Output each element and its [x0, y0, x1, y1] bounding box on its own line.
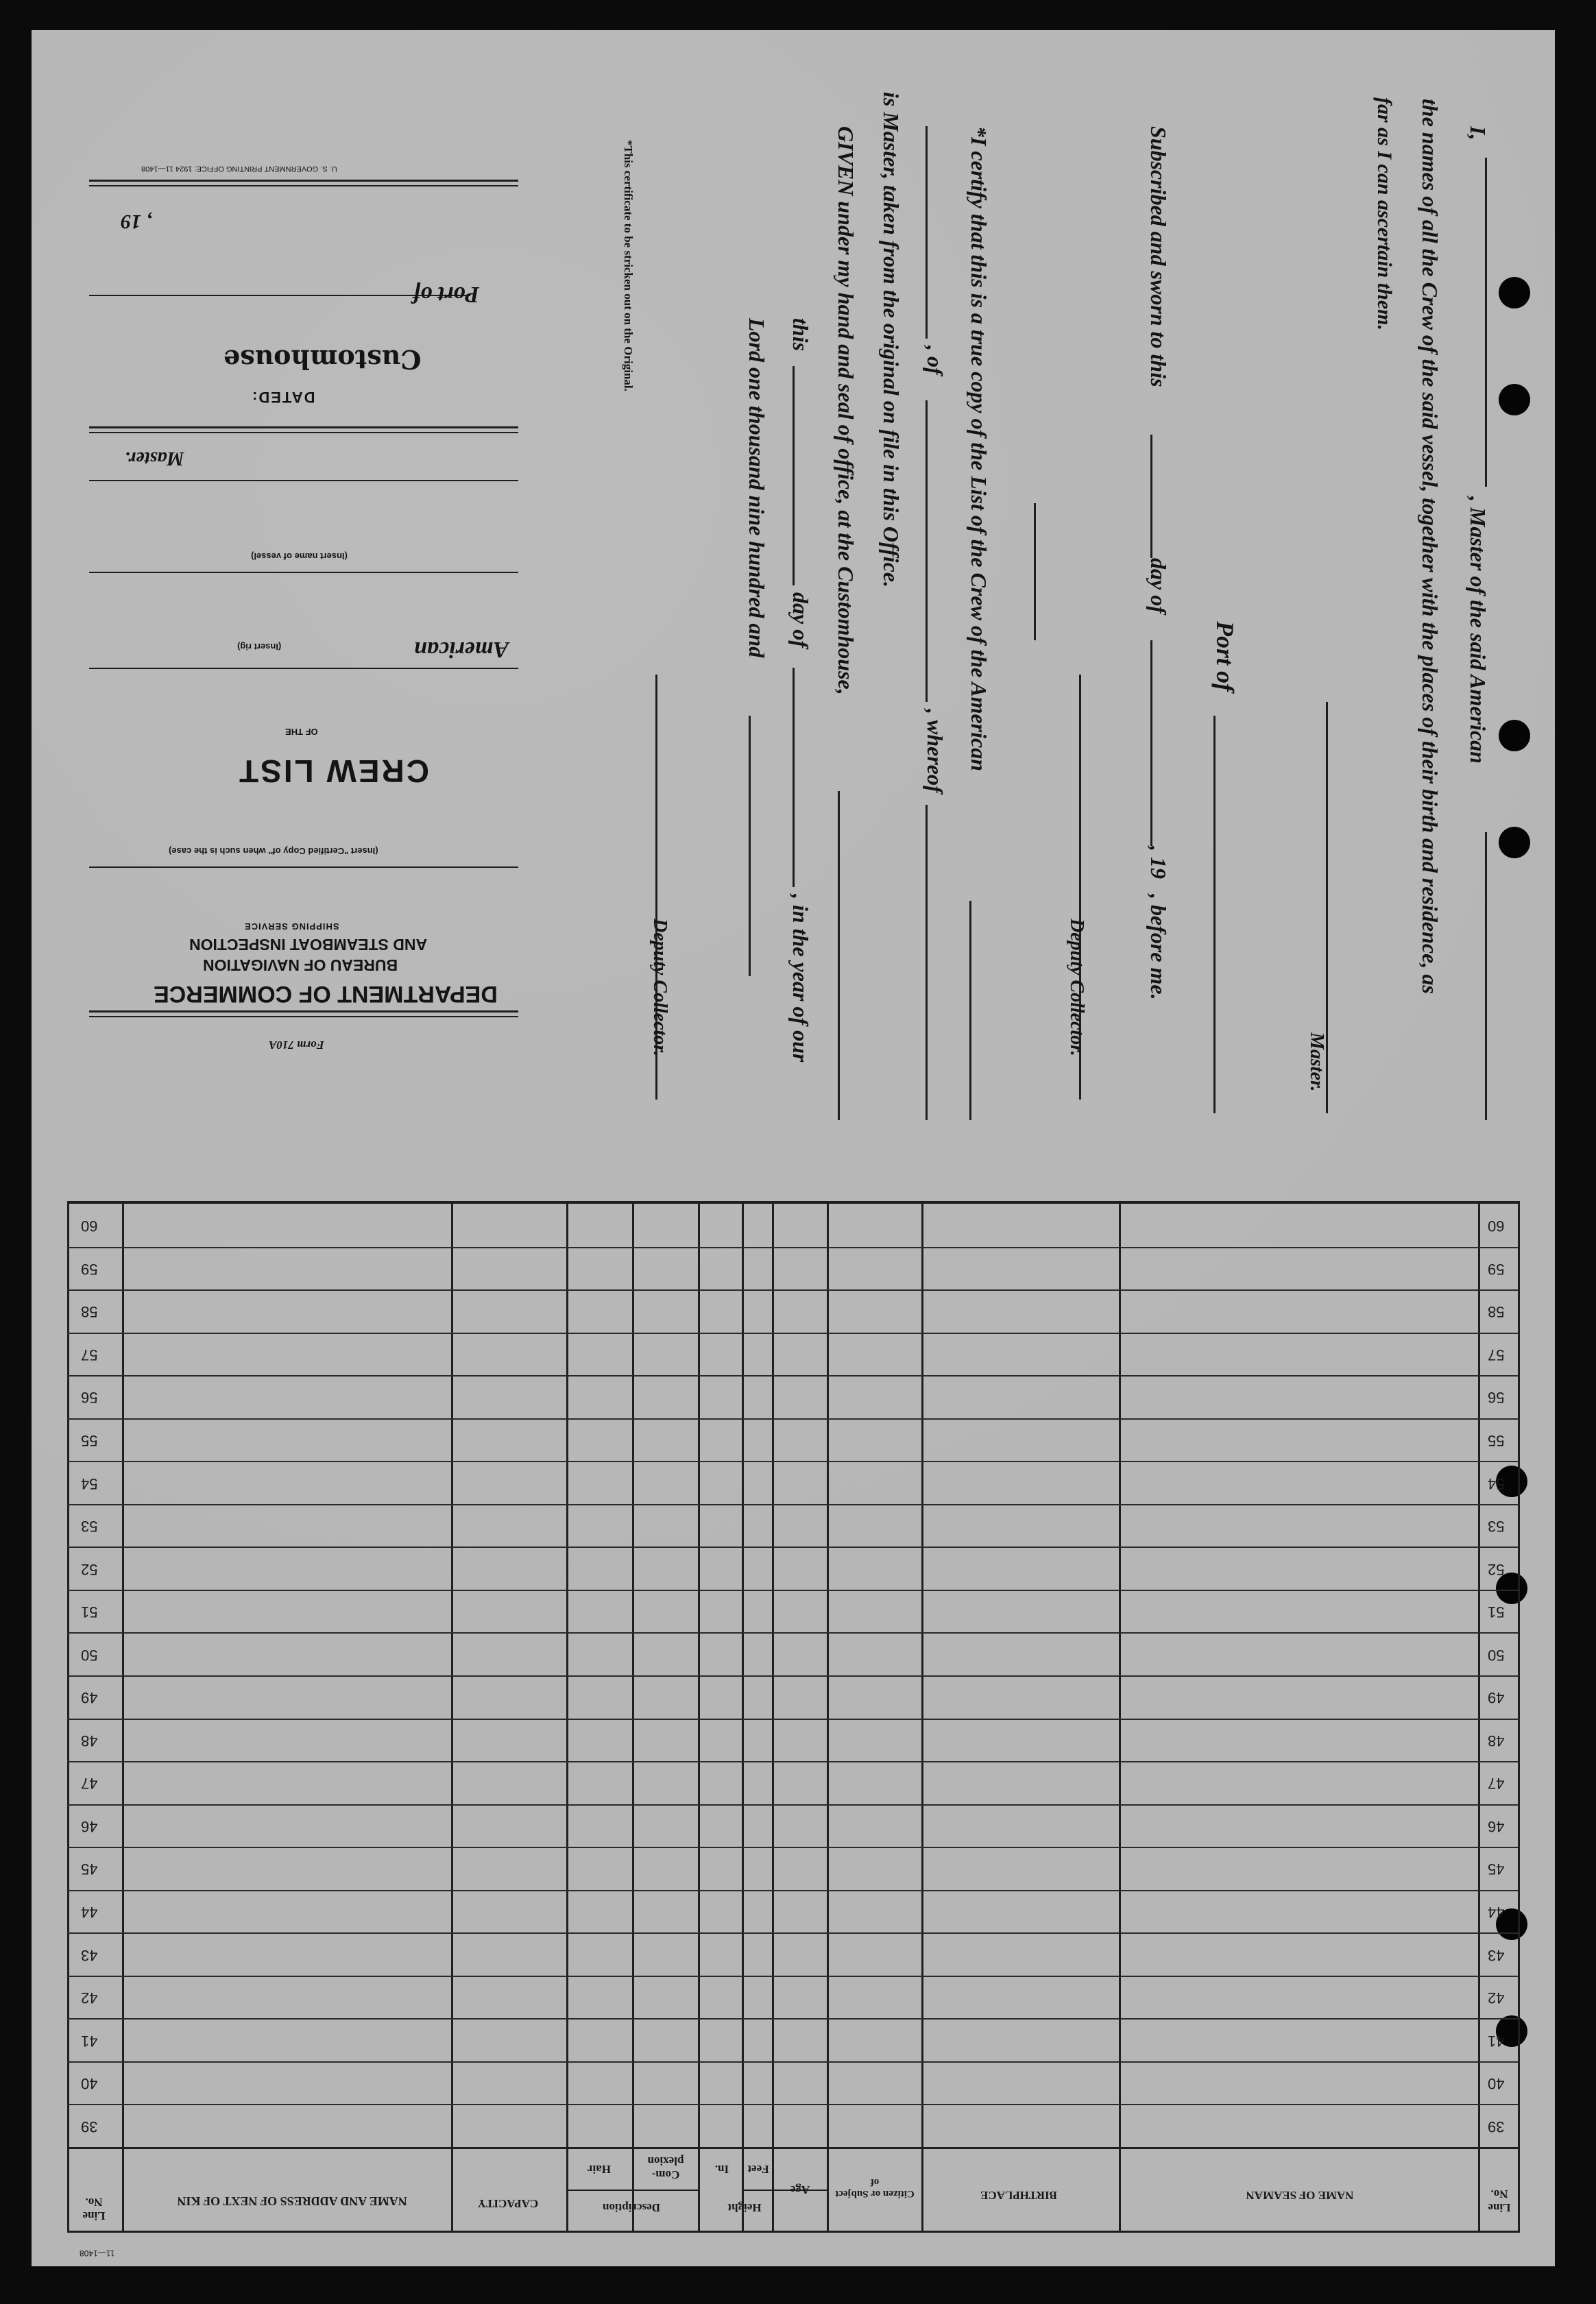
header-birthplace: BIRTHPLACE [980, 2189, 1057, 2202]
table-row [67, 1976, 1519, 1977]
bureau-line1: BUREAU OF NAVIGATION [203, 956, 398, 974]
line-number: 40 [81, 2075, 98, 2092]
line-number: 47 [81, 1775, 98, 1792]
insert-name-note: (Insert name of vessel) [251, 551, 348, 561]
line-number: 45 [1488, 1860, 1505, 1878]
line-number: 50 [1488, 1647, 1505, 1664]
table-row [67, 1632, 1519, 1634]
table-row [67, 1761, 1519, 1762]
table-row [67, 1719, 1519, 1720]
line-number: 39 [1488, 2118, 1505, 2135]
form-number: Form 710A [269, 1039, 324, 1052]
cert-line4: GIVEN under my hand and seal of office, at the Customhouse, [834, 126, 858, 695]
header-line-no-left: Line No. [82, 2196, 106, 2222]
table-row [67, 1504, 1519, 1505]
line-number: 53 [81, 1518, 98, 1535]
cert-line2-of: , of [923, 345, 947, 375]
line-number: 57 [81, 1346, 98, 1363]
cover-master: Master. [125, 448, 184, 469]
line-number: 49 [81, 1689, 98, 1706]
line-number: 56 [1488, 1389, 1505, 1406]
header-line-no-right: Line No. [1488, 2187, 1511, 2214]
table-row [67, 1461, 1519, 1462]
line-number: 46 [1488, 1818, 1505, 1835]
line-number: 53 [1488, 1518, 1505, 1535]
form-code: 11—1408 [80, 2248, 115, 2258]
line-number: 58 [1488, 1303, 1505, 1320]
cover-year: , 19 [121, 210, 152, 233]
line-number: 54 [1488, 1475, 1505, 1492]
certified-copy-note: (Insert "Certified Copy of" when such is the case) [169, 846, 378, 856]
oath-line1-suffix: , Master of the said American [1466, 496, 1490, 764]
header-complexion: Com-plexion [647, 2155, 684, 2181]
table-row [67, 1932, 1519, 1934]
table-row [67, 1547, 1519, 1548]
table-row [67, 1675, 1519, 1677]
table-row [67, 2018, 1519, 2020]
line-number: 39 [81, 2118, 98, 2135]
footnote: *This certificate to be stricken out on the Original. [622, 140, 635, 391]
punch-hole [1499, 827, 1530, 858]
crew-list-title: CREW LIST [237, 753, 429, 789]
form-sheet [32, 30, 1555, 2266]
cert-line2-whereof: , whereof [923, 709, 947, 793]
line-number: 45 [81, 1860, 98, 1878]
header-description: Description [602, 2201, 661, 2214]
cover-american: American [414, 637, 509, 662]
header-inches: In. [714, 2163, 729, 2176]
deputy-collector-1: Deputy Collector. [1066, 919, 1087, 1056]
oath-line2: the names of all the Crew of the said vessel, together with the places of their birth and residence, as [1418, 99, 1442, 994]
table-row [67, 1375, 1519, 1377]
punch-hole [1499, 277, 1530, 308]
line-number: 60 [1488, 1217, 1505, 1235]
subscribed-text: Subscribed and sworn to this [1146, 126, 1171, 387]
line-number: 41 [1488, 2033, 1505, 2050]
line-number: 44 [1488, 1904, 1505, 1921]
of-the-label: OF THE [285, 727, 318, 737]
line-number: 55 [1488, 1432, 1505, 1449]
table-row [67, 2104, 1519, 2105]
line-number: 51 [81, 1603, 98, 1621]
line-number: 60 [81, 1217, 98, 1235]
line-number: 46 [81, 1818, 98, 1835]
line-number: 42 [1488, 1989, 1505, 2006]
oath-line3: far as I can ascertain them. [1373, 97, 1396, 331]
before-me-text: , before me. [1146, 894, 1171, 1000]
line-number: 50 [81, 1647, 98, 1664]
header-feet: Feet [747, 2163, 769, 2176]
header-hair: Hair [588, 2163, 611, 2176]
shipping-service: SHIPPING SERVICE [244, 921, 339, 932]
table-row [67, 1418, 1519, 1420]
master-label: Master. [1306, 1032, 1327, 1092]
line-number: 49 [1488, 1689, 1505, 1706]
line-number: 51 [1488, 1603, 1505, 1621]
line-number: 42 [81, 1989, 98, 2006]
punch-hole [1499, 384, 1530, 415]
line-number: 48 [81, 1732, 98, 1749]
line-number: 54 [81, 1475, 98, 1492]
header-next-of-kin: NAME AND ADDRESS OF NEXT OF KIN [177, 2194, 407, 2208]
line-number: 43 [1488, 1947, 1505, 1964]
punch-hole [1499, 720, 1530, 751]
table-row [67, 1247, 1519, 1248]
line-number: 52 [1488, 1561, 1505, 1578]
line-number: 43 [81, 1947, 98, 1964]
line-number: 58 [81, 1303, 98, 1320]
table-row [67, 2061, 1519, 2063]
cert-line1: *I certify that this is a true copy of the List of the Crew of the American [967, 126, 991, 772]
deputy-collector-2: Deputy Collector. [649, 919, 670, 1056]
port-label: Port of [1211, 621, 1239, 692]
header-capacity: CAPACITY [477, 2197, 539, 2210]
table-row [67, 1590, 1519, 1591]
header-age: Age [790, 2183, 810, 2196]
cert-line6: Lord one thousand nine hundred and [745, 318, 769, 658]
department-title: DEPARTMENT OF COMMERCE [154, 981, 498, 1007]
cert-line5-dayof: day of [788, 592, 813, 648]
cert-line5-this: this [788, 318, 813, 352]
line-number: 41 [81, 2033, 98, 2050]
table-row [67, 1289, 1519, 1291]
line-number: 56 [81, 1389, 98, 1406]
table-row [67, 1890, 1519, 1891]
header-height: Height [727, 2201, 762, 2214]
table-row [67, 1333, 1519, 1334]
table-row [67, 1804, 1519, 1806]
line-number: 44 [81, 1904, 98, 1921]
line-number: 59 [1488, 1261, 1505, 1278]
insert-rig-note: (Insert rig) [237, 642, 282, 652]
printer-line: U. S. GOVERNMENT PRINTING OFFICE: 1924 11—1408 [141, 165, 337, 173]
year-19-text: , 19 [1146, 846, 1171, 879]
day-of-text: day of [1146, 558, 1171, 614]
cert-line3: is Master, taken from the original on file in this Office. [879, 92, 904, 588]
line-number: 47 [1488, 1775, 1505, 1792]
line-number: 52 [81, 1561, 98, 1578]
header-name-of-seaman: NAME OF SEAMAN [1246, 2189, 1354, 2202]
dated-label: DATED: [251, 389, 315, 406]
cert-line5-year: , in the year of our [788, 894, 813, 1063]
line-number: 55 [81, 1432, 98, 1449]
customhouse: Customhouse [223, 344, 422, 375]
line-number: 40 [1488, 2075, 1505, 2092]
cover-port-of: Port of [413, 282, 480, 307]
table-row [67, 1847, 1519, 1848]
oath-line1-prefix: I, [1466, 126, 1490, 141]
line-number: 59 [81, 1261, 98, 1278]
line-number: 57 [1488, 1346, 1505, 1363]
line-number: 48 [1488, 1732, 1505, 1749]
header-citizen: Citizen or Subject of [835, 2176, 915, 2199]
bureau-line2: AND STEAMBOAT INSPECTION [189, 936, 428, 954]
